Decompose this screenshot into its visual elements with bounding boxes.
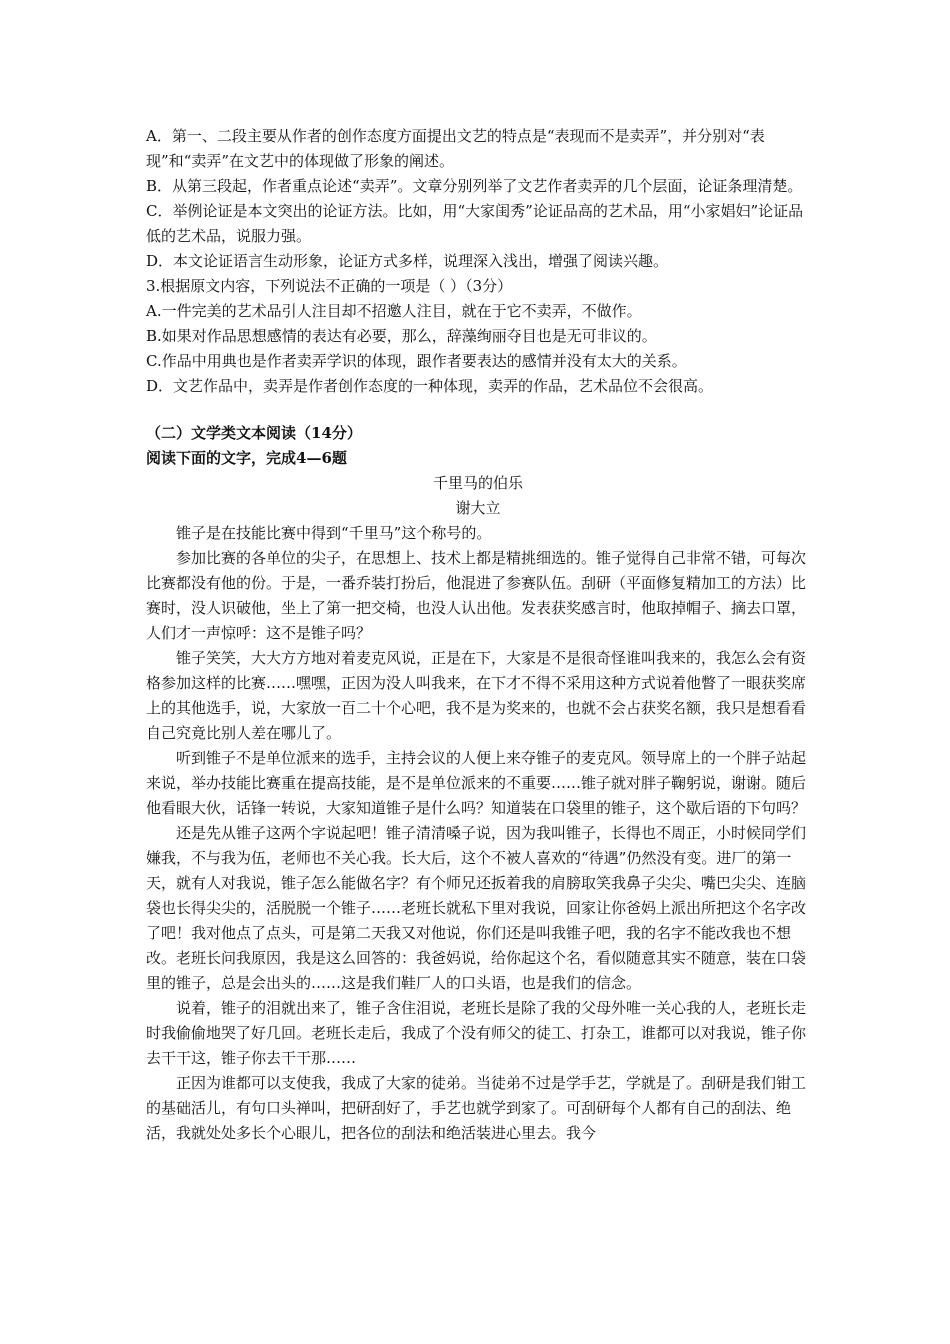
q3-option-d: D．文艺作品中，卖弄是作者创作态度的一种体现，卖弄的作品，艺术品位不会很高。	[146, 377, 714, 395]
q2-option-b: B．从第三段起，作者重点论述“卖弄”。文章分别列举了文艺作者卖弄的几个层面，论证条理清楚。	[146, 177, 803, 195]
story-paragraph: 听到锥子不是单位派来的选手，主持会议的人便上来夺锥子的麦克风。领导席上的一个胖子站起来说，举办技能比赛重在提高技能，是不是单位派来的不重要……锥子就对胖子鞠躬说，谢谢。随后他看眼大伙，话锋一转说，大家知道锥子是什么吗？知道装在口袋里的锥子，这个歇后语的下句吗？	[146, 749, 807, 817]
story-paragraph: 说着，锥子的泪就出来了，锥子含住泪说，老班长是除了我的父母外唯一关心我的人，老班长走时我偷偷地哭了好几回。老班长走后，我成了个没有师父的徒工、打杂工，谁都可以对我说，锥子你去干干这，锥子你去干干那……	[146, 999, 807, 1067]
section-heading: （二）文学类文本阅读（14分）	[146, 424, 362, 442]
q3-option-a: A.一件完美的艺术品引人注目却不招邀人注目，就在于它不卖弄，不做作。	[146, 302, 642, 320]
story-paragraph: 锥子笑笑，大大方方地对着麦克风说，正是在下，大家是不是很奇怪谁叫我来的，我怎么会有资格参加这样的比赛……嘿嘿，正因为没人叫我来，在下才不得不采用这种方式说着他瞥了一眼获奖席上的其他选手，说，大家放一百二十个心吧，我不是为奖来的，也就不会占获奖名额，我只是想看看自己究竟比别人差在哪儿了。	[146, 649, 807, 742]
story-title: 千里马的伯乐	[432, 474, 523, 492]
q2-option-a: A．第一、二段主要从作者的创作态度方面提出文艺的特点是“表现而不是卖弄”，并分别对“表现”和“卖弄”在文艺中的体现做了形象的阐述。	[146, 127, 765, 170]
story-paragraph: 参加比赛的各单位的尖子，在思想上、技术上都是精挑细选的。锥子觉得自己非常不错，可每次比赛都没有他的份。于是，一番乔装打扮后，他混进了参赛队伍。刮研（平面修复精加工的方法）比赛时，没人识破他，坐上了第一把交椅，也没人认出他。发表获奖感言时，他取掉帽子、摘去口罩，人们才一声惊呼：这不是锥子吗？	[146, 549, 807, 642]
story-paragraph: 正因为谁都可以支使我，我成了大家的徒弟。当徒弟不过是学手艺，学就是了。刮研是我们钳工的基础活儿，有句口头禅叫，把研刮好了，手艺也就学到家了。可刮研每个人都有自己的刮法、绝活，我就处处多长个心眼儿，把各位的刮法和绝活装进心里去。我今	[146, 1074, 807, 1142]
story-author: 谢大立	[455, 499, 501, 517]
q2-option-d: D．本文论证语言生动形象，论证方式多样，说理深入浅出，增强了阅读兴趣。	[146, 252, 669, 270]
story-paragraph: 锥子是在技能比赛中得到“千里马”这个称号的。	[176, 524, 492, 542]
text-column	[146, 124, 810, 1146]
section-gap	[146, 399, 810, 421]
q3-option-b: B.如果对作品思想感情的表达有必要，那么，辞藻绚丽夺目也是无可非议的。	[146, 327, 657, 345]
q2-option-c: C．举例论证是本文突出的论证方法。比如，用“大家闺秀”论证品高的艺术品，用“小家娼妇”论证品低的艺术品，说服力强。	[146, 202, 804, 245]
q3-option-c: C.作品中用典也是作者卖弄学识的体现，跟作者要表达的感情并没有太大的关系。	[146, 352, 687, 370]
section-instruction: 阅读下面的文字，完成4—6题	[146, 449, 347, 467]
story-paragraph: 还是先从锥子这两个字说起吧！锥子清清嗓子说，因为我叫锥子，长得也不周正，小时候同学们嫌我，不与我为伍，老师也不关心我。长大后，这个不被人喜欢的“待遇”仍然没有变。进厂的第一天，就有人对我说，锥子怎么能做名字？有个师兄还扳着我的肩膀取笑我鼻子尖尖、嘴巴尖尖、连脑袋也长得尖尖的，活脱脱一个锥子……老班长就私下里对我说，回家让你爸妈上派出所把这个名字改了吧！我对他点了点头，可是第二天我又对他说，你们还是叫我锥子吧，我的名字不能改我也不想改。老班长问我原因，我是这么回答的：我爸妈说，给你起这个名，看似随意其实不随意，装在口袋里的锥子，总是会出头的……这是我们鞋厂人的口头语，也是我们的信念。	[146, 824, 807, 992]
q3-stem: 3.根据原文内容，下列说法不正确的一项是（ ）（3分）	[146, 277, 513, 295]
